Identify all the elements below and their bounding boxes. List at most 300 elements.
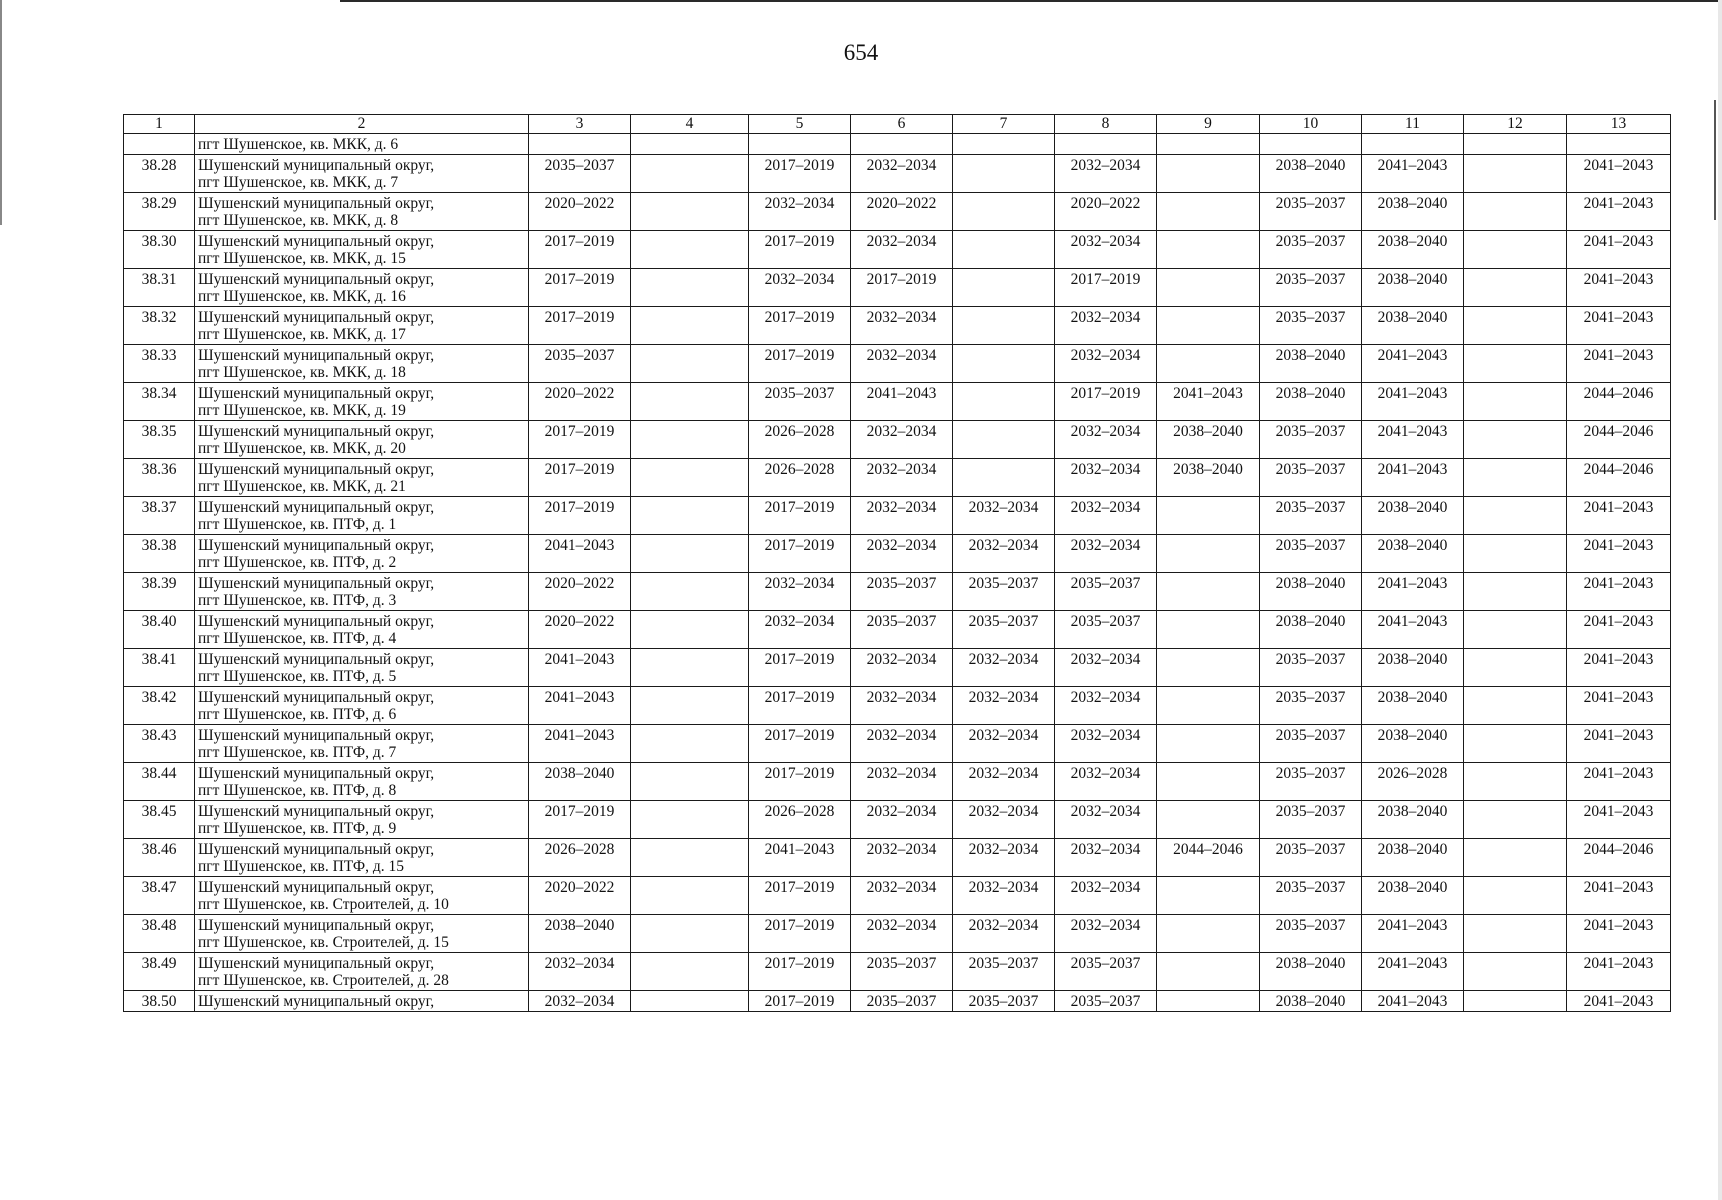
table-row bbox=[124, 611, 1671, 649]
period-cell-c3: 2020–2022 bbox=[529, 383, 631, 421]
column-header: 7 bbox=[953, 115, 1055, 134]
period-cell-c10: 2038–2040 bbox=[1260, 383, 1362, 421]
period-cell-c11: 2041–2043 bbox=[1362, 155, 1464, 193]
table-row bbox=[124, 193, 1671, 231]
column-header: 13 bbox=[1567, 115, 1671, 134]
period-cell-c10: 2038–2040 bbox=[1260, 991, 1362, 1012]
period-cell-c12 bbox=[1464, 611, 1567, 649]
address-line: пгт Шушенское, кв. ПТФ, д. 1 bbox=[198, 516, 397, 533]
address-line: пгт Шушенское, кв. ПТФ, д. 8 bbox=[198, 782, 397, 799]
row-number: 38.28 bbox=[124, 155, 195, 193]
period-cell-c4 bbox=[631, 535, 749, 573]
period-cell-c13: 2041–2043 bbox=[1567, 953, 1671, 991]
period-cell-c5: 2017–2019 bbox=[749, 535, 851, 573]
period-cell-c4 bbox=[631, 763, 749, 801]
column-header: 3 bbox=[529, 115, 631, 134]
table-row bbox=[124, 307, 1671, 345]
column-header: 9 bbox=[1157, 115, 1260, 134]
header-row bbox=[124, 115, 1671, 134]
period-cell-c12 bbox=[1464, 725, 1567, 763]
row-number: 38.32 bbox=[124, 307, 195, 345]
page-number: 654 bbox=[843, 40, 879, 65]
municipality-line: Шушенский муниципальный округ, bbox=[198, 347, 435, 364]
address-cell bbox=[195, 193, 529, 231]
row-number: 38.43 bbox=[124, 725, 195, 763]
period-cell-c13: 2041–2043 bbox=[1567, 155, 1671, 193]
period-cell-c3: 2041–2043 bbox=[529, 649, 631, 687]
period-cell-c13: 2041–2043 bbox=[1567, 915, 1671, 953]
period-cell-c13: 2041–2043 bbox=[1567, 345, 1671, 383]
period-cell-c7: 2032–2034 bbox=[953, 763, 1055, 801]
period-cell-c10: 2038–2040 bbox=[1260, 345, 1362, 383]
period-cell-c9 bbox=[1157, 953, 1260, 991]
period-cell-c9 bbox=[1157, 307, 1260, 345]
period-cell-c12 bbox=[1464, 231, 1567, 269]
period-cell-c13: 2041–2043 bbox=[1567, 877, 1671, 915]
municipality-line: Шушенский муниципальный округ, bbox=[198, 879, 435, 896]
period-cell-c7: 2035–2037 bbox=[953, 991, 1055, 1012]
period-cell-c10: 2035–2037 bbox=[1260, 763, 1362, 801]
period-cell-c11: 2038–2040 bbox=[1362, 193, 1464, 231]
period-cell-c12 bbox=[1464, 763, 1567, 801]
period-cell-c13: 2044–2046 bbox=[1567, 839, 1671, 877]
period-cell-c11: 2041–2043 bbox=[1362, 383, 1464, 421]
period-cell-c6: 2032–2034 bbox=[851, 801, 953, 839]
period-cell-c10: 2035–2037 bbox=[1260, 269, 1362, 307]
period-cell-c13: 2041–2043 bbox=[1567, 687, 1671, 725]
period-cell-c12 bbox=[1464, 839, 1567, 877]
period-cell-c3: 2041–2043 bbox=[529, 535, 631, 573]
period-cell-c12 bbox=[1464, 193, 1567, 231]
row-number: 38.37 bbox=[124, 497, 195, 535]
period-cell-c9 bbox=[1157, 497, 1260, 535]
period-cell-c5: 2032–2034 bbox=[749, 573, 851, 611]
period-cell-c11: 2038–2040 bbox=[1362, 725, 1464, 763]
period-cell-c8: 2020–2022 bbox=[1055, 193, 1157, 231]
column-header: 4 bbox=[631, 115, 749, 134]
period-cell-c8: 2032–2034 bbox=[1055, 877, 1157, 915]
period-cell-c13: 2041–2043 bbox=[1567, 231, 1671, 269]
period-cell-c9 bbox=[1157, 155, 1260, 193]
period-cell-c8: 2032–2034 bbox=[1055, 497, 1157, 535]
period-cell-c12 bbox=[1464, 991, 1567, 1012]
row-number: 38.40 bbox=[124, 611, 195, 649]
period-cell-c10: 2035–2037 bbox=[1260, 307, 1362, 345]
address-line: пгт Шушенское, кв. ПТФ, д. 3 bbox=[198, 592, 397, 609]
address-line: пгт Шушенское, кв. ПТФ, д. 15 bbox=[198, 858, 405, 875]
address-cell bbox=[195, 421, 529, 459]
address-cell bbox=[195, 687, 529, 725]
period-cell-c4 bbox=[631, 231, 749, 269]
period-cell-c6: 2032–2034 bbox=[851, 345, 953, 383]
period-cell-c9 bbox=[1157, 649, 1260, 687]
address-line: пгт Шушенское, кв. ПТФ, д. 4 bbox=[198, 630, 397, 647]
period-cell-c12 bbox=[1464, 649, 1567, 687]
period-cell-c12 bbox=[1464, 535, 1567, 573]
period-cell-c9: 2038–2040 bbox=[1157, 459, 1260, 497]
period-cell-c9: 2044–2046 bbox=[1157, 839, 1260, 877]
period-cell-c5: 2017–2019 bbox=[749, 725, 851, 763]
period-cell-c8: 2032–2034 bbox=[1055, 649, 1157, 687]
address-cell bbox=[195, 573, 529, 611]
continuation-row bbox=[124, 134, 1671, 155]
address-cell bbox=[195, 801, 529, 839]
period-cell-c12 bbox=[1464, 269, 1567, 307]
period-cell-c7: 2035–2037 bbox=[953, 611, 1055, 649]
period-cell-c3: 2020–2022 bbox=[529, 573, 631, 611]
period-cell-c10: 2035–2037 bbox=[1260, 193, 1362, 231]
period-cell-c11: 2038–2040 bbox=[1362, 801, 1464, 839]
address-line: пгт Шушенское, кв. МКК, д. 21 bbox=[198, 478, 406, 495]
period-cell-c8: 2032–2034 bbox=[1055, 345, 1157, 383]
municipality-line: Шушенский муниципальный округ, bbox=[198, 841, 435, 858]
row-number: 38.45 bbox=[124, 801, 195, 839]
period-cell-c3: 2017–2019 bbox=[529, 421, 631, 459]
period-cell-c9 bbox=[1157, 725, 1260, 763]
municipality-line: Шушенский муниципальный округ, bbox=[198, 271, 435, 288]
period-cell-c5: 2017–2019 bbox=[749, 155, 851, 193]
address-cell bbox=[195, 383, 529, 421]
address-line: пгт Шушенское, кв. ПТФ, д. 6 bbox=[198, 706, 397, 723]
period-cell-c4 bbox=[631, 193, 749, 231]
address-line: пгт Шушенское, кв. Строителей, д. 10 bbox=[198, 896, 449, 913]
period-cell-c3: 2038–2040 bbox=[529, 915, 631, 953]
municipality-line: Шушенский муниципальный округ, bbox=[198, 727, 435, 744]
period-cell-c5: 2032–2034 bbox=[749, 611, 851, 649]
period-cell-c3: 2017–2019 bbox=[529, 801, 631, 839]
period-cell-c4 bbox=[631, 991, 749, 1012]
period-cell-c6: 2032–2034 bbox=[851, 877, 953, 915]
scan-right-edge bbox=[1718, 0, 1722, 1200]
period-cell-c4 bbox=[631, 383, 749, 421]
period-cell-c11: 2038–2040 bbox=[1362, 231, 1464, 269]
period-cell-c3: 2032–2034 bbox=[529, 953, 631, 991]
period-cell-c5: 2017–2019 bbox=[749, 497, 851, 535]
period-cell-c4 bbox=[631, 269, 749, 307]
period-cell-c3: 2017–2019 bbox=[529, 459, 631, 497]
column-header: 6 bbox=[851, 115, 953, 134]
period-cell-c10: 2038–2040 bbox=[1260, 953, 1362, 991]
period-cell-c12 bbox=[1464, 345, 1567, 383]
period-cell-c6: 2041–2043 bbox=[851, 383, 953, 421]
period-cell-c3: 2035–2037 bbox=[529, 345, 631, 383]
address-cell: пгт Шушенское, кв. МКК, д. 6 bbox=[195, 134, 529, 155]
address-line: пгт Шушенское, кв. Строителей, д. 28 bbox=[198, 972, 449, 989]
row-number: 38.35 bbox=[124, 421, 195, 459]
row-number: 38.42 bbox=[124, 687, 195, 725]
period-cell-c10: 2035–2037 bbox=[1260, 459, 1362, 497]
period-cell-c7 bbox=[953, 269, 1055, 307]
municipality-line: Шушенский муниципальный округ, bbox=[198, 765, 435, 782]
row-number: 38.41 bbox=[124, 649, 195, 687]
address-line: пгт Шушенское, кв. ПТФ, д. 9 bbox=[198, 820, 397, 837]
period-cell-c9 bbox=[1157, 687, 1260, 725]
period-cell-c7: 2032–2034 bbox=[953, 687, 1055, 725]
address-line: пгт Шушенское, кв. МКК, д. 15 bbox=[198, 250, 406, 267]
period-cell-c10: 2035–2037 bbox=[1260, 687, 1362, 725]
period-cell-c10: 2035–2037 bbox=[1260, 649, 1362, 687]
period-cell-c6: 2032–2034 bbox=[851, 839, 953, 877]
period-cell-c7 bbox=[953, 193, 1055, 231]
period-cell-c13: 2041–2043 bbox=[1567, 573, 1671, 611]
period-cell-c13: 2041–2043 bbox=[1567, 725, 1671, 763]
period-cell-c9 bbox=[1157, 991, 1260, 1012]
municipality-line: Шушенский муниципальный округ, bbox=[198, 917, 435, 934]
column-header: 10 bbox=[1260, 115, 1362, 134]
period-cell-c7 bbox=[953, 421, 1055, 459]
period-cell-c4 bbox=[631, 953, 749, 991]
period-cell-c3: 2017–2019 bbox=[529, 497, 631, 535]
address-cell bbox=[195, 155, 529, 193]
period-cell-c9: 2038–2040 bbox=[1157, 421, 1260, 459]
period-cell-c8: 2032–2034 bbox=[1055, 307, 1157, 345]
address-cell bbox=[195, 497, 529, 535]
period-cell-c13: 2041–2043 bbox=[1567, 991, 1671, 1012]
period-cell-c8: 2017–2019 bbox=[1055, 269, 1157, 307]
period-cell-c12 bbox=[1464, 877, 1567, 915]
period-cell-c10: 2035–2037 bbox=[1260, 421, 1362, 459]
period-cell-c8: 2035–2037 bbox=[1055, 953, 1157, 991]
address-cell bbox=[195, 915, 529, 953]
period-cell-c3: 2041–2043 bbox=[529, 725, 631, 763]
period-cell-c6: 2035–2037 bbox=[851, 991, 953, 1012]
period-cell-c4 bbox=[631, 155, 749, 193]
period-cell-c11: 2041–2043 bbox=[1362, 991, 1464, 1012]
period-cell-c6: 2035–2037 bbox=[851, 573, 953, 611]
period-cell-c7: 2032–2034 bbox=[953, 649, 1055, 687]
period-cell-c6: 2035–2037 bbox=[851, 953, 953, 991]
address-line: пгт Шушенское, кв. ПТФ, д. 7 bbox=[198, 744, 397, 761]
row-number: 38.44 bbox=[124, 763, 195, 801]
table-row bbox=[124, 573, 1671, 611]
address-cell bbox=[195, 877, 529, 915]
period-cell-c7 bbox=[953, 155, 1055, 193]
period-cell-c9 bbox=[1157, 573, 1260, 611]
address-line: пгт Шушенское, кв. МКК, д. 17 bbox=[198, 326, 406, 343]
period-cell-c8: 2032–2034 bbox=[1055, 459, 1157, 497]
period-cell-c5: 2026–2028 bbox=[749, 801, 851, 839]
scan-top-edge bbox=[340, 0, 1722, 2]
municipality-line: Шушенский муниципальный округ, bbox=[198, 309, 435, 326]
period-cell-c7: 2032–2034 bbox=[953, 801, 1055, 839]
period-cell-c7: 2032–2034 bbox=[953, 535, 1055, 573]
period-cell-c6: 2035–2037 bbox=[851, 611, 953, 649]
period-cell-c6: 2032–2034 bbox=[851, 231, 953, 269]
period-cell-c11: 2041–2043 bbox=[1362, 611, 1464, 649]
period-cell-c3: 2020–2022 bbox=[529, 877, 631, 915]
row-number: 38.47 bbox=[124, 877, 195, 915]
table-row bbox=[124, 801, 1671, 839]
column-header: 11 bbox=[1362, 115, 1464, 134]
period-cell-c6: 2032–2034 bbox=[851, 307, 953, 345]
period-cell-c8: 2032–2034 bbox=[1055, 915, 1157, 953]
address-line: пгт Шушенское, кв. МКК, д. 19 bbox=[198, 402, 406, 419]
period-cell-c6: 2032–2034 bbox=[851, 155, 953, 193]
period-cell-c12 bbox=[1464, 915, 1567, 953]
table-row bbox=[124, 763, 1671, 801]
address-line: пгт Шушенское, кв. МКК, д. 20 bbox=[198, 440, 406, 457]
period-cell-c7 bbox=[953, 231, 1055, 269]
municipality-line: Шушенский муниципальный округ, bbox=[198, 385, 435, 402]
period-cell-c5: 2017–2019 bbox=[749, 307, 851, 345]
period-cell-c8: 2032–2034 bbox=[1055, 839, 1157, 877]
period-cell-c4 bbox=[631, 421, 749, 459]
row-number: 38.33 bbox=[124, 345, 195, 383]
table-row bbox=[124, 991, 1671, 1012]
municipality-line: Шушенский муниципальный округ, bbox=[198, 195, 435, 212]
period-cell-c4 bbox=[631, 459, 749, 497]
period-cell-c6: 2032–2034 bbox=[851, 459, 953, 497]
address-line: пгт Шушенское, кв. МКК, д. 8 bbox=[198, 212, 399, 229]
period-cell-c10: 2035–2037 bbox=[1260, 725, 1362, 763]
period-cell-c9 bbox=[1157, 193, 1260, 231]
table-row bbox=[124, 269, 1671, 307]
period-cell-c9 bbox=[1157, 345, 1260, 383]
period-cell-c13: 2044–2046 bbox=[1567, 383, 1671, 421]
period-cell-c5: 2017–2019 bbox=[749, 231, 851, 269]
period-cell-c3: 2017–2019 bbox=[529, 307, 631, 345]
column-header: 2 bbox=[195, 115, 529, 134]
period-cell-c7: 2032–2034 bbox=[953, 877, 1055, 915]
period-cell-c8: 2035–2037 bbox=[1055, 611, 1157, 649]
period-cell-c11: 2041–2043 bbox=[1362, 345, 1464, 383]
period-cell-c10: 2038–2040 bbox=[1260, 155, 1362, 193]
table-row bbox=[124, 345, 1671, 383]
period-cell-c3: 2035–2037 bbox=[529, 155, 631, 193]
period-cell-c3: 2038–2040 bbox=[529, 763, 631, 801]
municipality-line: Шушенский муниципальный округ, bbox=[198, 157, 435, 174]
municipality-line: Шушенский муниципальный округ, bbox=[198, 575, 435, 592]
period-cell-c8: 2032–2034 bbox=[1055, 763, 1157, 801]
period-cell-c10: 2035–2037 bbox=[1260, 915, 1362, 953]
table-row bbox=[124, 421, 1671, 459]
table-row bbox=[124, 915, 1671, 953]
row-number: 38.49 bbox=[124, 953, 195, 991]
period-cell-c3: 2041–2043 bbox=[529, 687, 631, 725]
period-cell-c5: 2035–2037 bbox=[749, 383, 851, 421]
period-cell-c4 bbox=[631, 877, 749, 915]
period-cell-c6: 2032–2034 bbox=[851, 725, 953, 763]
period-cell-c12 bbox=[1464, 687, 1567, 725]
period-cell-c9 bbox=[1157, 611, 1260, 649]
period-cell-c8: 2032–2034 bbox=[1055, 687, 1157, 725]
period-cell-c11: 2038–2040 bbox=[1362, 535, 1464, 573]
table-row bbox=[124, 497, 1671, 535]
period-cell-c10: 2038–2040 bbox=[1260, 573, 1362, 611]
table-row bbox=[124, 725, 1671, 763]
period-cell-c3: 2017–2019 bbox=[529, 231, 631, 269]
period-cell-c3: 2026–2028 bbox=[529, 839, 631, 877]
column-header: 8 bbox=[1055, 115, 1157, 134]
period-cell-c13: 2041–2043 bbox=[1567, 649, 1671, 687]
period-cell-c13: 2041–2043 bbox=[1567, 497, 1671, 535]
period-cell-c8: 2032–2034 bbox=[1055, 725, 1157, 763]
period-cell-c5: 2041–2043 bbox=[749, 839, 851, 877]
column-header: 12 bbox=[1464, 115, 1567, 134]
schedule-table bbox=[123, 114, 1671, 1012]
period-cell-c6: 2020–2022 bbox=[851, 193, 953, 231]
period-cell-c8: 2032–2034 bbox=[1055, 155, 1157, 193]
period-cell-c6: 2032–2034 bbox=[851, 649, 953, 687]
address-cell bbox=[195, 459, 529, 497]
period-cell-c6: 2032–2034 bbox=[851, 421, 953, 459]
period-cell-c7 bbox=[953, 383, 1055, 421]
period-cell-c4 bbox=[631, 839, 749, 877]
period-cell-c7: 2032–2034 bbox=[953, 497, 1055, 535]
period-cell-c4 bbox=[631, 801, 749, 839]
period-cell-c9 bbox=[1157, 763, 1260, 801]
row-number: 38.46 bbox=[124, 839, 195, 877]
period-cell-c13: 2044–2046 bbox=[1567, 421, 1671, 459]
table-row bbox=[124, 953, 1671, 991]
period-cell-c9 bbox=[1157, 269, 1260, 307]
period-cell-c8: 2032–2034 bbox=[1055, 801, 1157, 839]
row-number: 38.31 bbox=[124, 269, 195, 307]
period-cell-c5: 2032–2034 bbox=[749, 269, 851, 307]
address-cell bbox=[195, 649, 529, 687]
period-cell-c5: 2026–2028 bbox=[749, 459, 851, 497]
period-cell-c3: 2020–2022 bbox=[529, 193, 631, 231]
period-cell-c10: 2038–2040 bbox=[1260, 611, 1362, 649]
address-line: пгт Шушенское, кв. ПТФ, д. 2 bbox=[198, 554, 397, 571]
period-cell-c8: 2035–2037 bbox=[1055, 991, 1157, 1012]
period-cell-c8: 2032–2034 bbox=[1055, 421, 1157, 459]
period-cell-c5: 2017–2019 bbox=[749, 763, 851, 801]
municipality-line: Шушенский муниципальный округ, bbox=[198, 233, 435, 250]
period-cell-c12 bbox=[1464, 383, 1567, 421]
row-number: 38.36 bbox=[124, 459, 195, 497]
period-cell-c7: 2032–2034 bbox=[953, 725, 1055, 763]
period-cell-c7 bbox=[953, 459, 1055, 497]
period-cell-c7: 2032–2034 bbox=[953, 915, 1055, 953]
period-cell-c7: 2035–2037 bbox=[953, 953, 1055, 991]
period-cell-c5: 2017–2019 bbox=[749, 649, 851, 687]
period-cell-c13: 2041–2043 bbox=[1567, 763, 1671, 801]
period-cell-c9: 2041–2043 bbox=[1157, 383, 1260, 421]
municipality-line: Шушенский муниципальный округ, bbox=[198, 651, 435, 668]
period-cell-c12 bbox=[1464, 953, 1567, 991]
period-cell-c5: 2017–2019 bbox=[749, 915, 851, 953]
row-number: 38.39 bbox=[124, 573, 195, 611]
period-cell-c11: 2038–2040 bbox=[1362, 649, 1464, 687]
table-row bbox=[124, 459, 1671, 497]
period-cell-c11: 2038–2040 bbox=[1362, 269, 1464, 307]
row-number: 38.48 bbox=[124, 915, 195, 953]
period-cell-c3: 2020–2022 bbox=[529, 611, 631, 649]
period-cell-c4 bbox=[631, 915, 749, 953]
address-cell bbox=[195, 345, 529, 383]
address-cell bbox=[195, 535, 529, 573]
row-number: 38.38 bbox=[124, 535, 195, 573]
scan-right-mark bbox=[1714, 100, 1716, 220]
period-cell-c11: 2041–2043 bbox=[1362, 953, 1464, 991]
table-row bbox=[124, 383, 1671, 421]
column-header: 1 bbox=[124, 115, 195, 134]
period-cell-c11: 2041–2043 bbox=[1362, 573, 1464, 611]
address-cell bbox=[195, 231, 529, 269]
municipality-line: Шушенский муниципальный округ, bbox=[198, 955, 435, 972]
period-cell-c12 bbox=[1464, 497, 1567, 535]
address-line: пгт Шушенское, кв. ПТФ, д. 5 bbox=[198, 668, 397, 685]
row-number: 38.30 bbox=[124, 231, 195, 269]
period-cell-c9 bbox=[1157, 535, 1260, 573]
period-cell-c10: 2035–2037 bbox=[1260, 231, 1362, 269]
period-cell-c12 bbox=[1464, 459, 1567, 497]
municipality-line: Шушенский муниципальный округ, bbox=[198, 803, 435, 820]
row-number: 38.34 bbox=[124, 383, 195, 421]
period-cell-c12 bbox=[1464, 573, 1567, 611]
scan-left-edge bbox=[0, 0, 2, 225]
